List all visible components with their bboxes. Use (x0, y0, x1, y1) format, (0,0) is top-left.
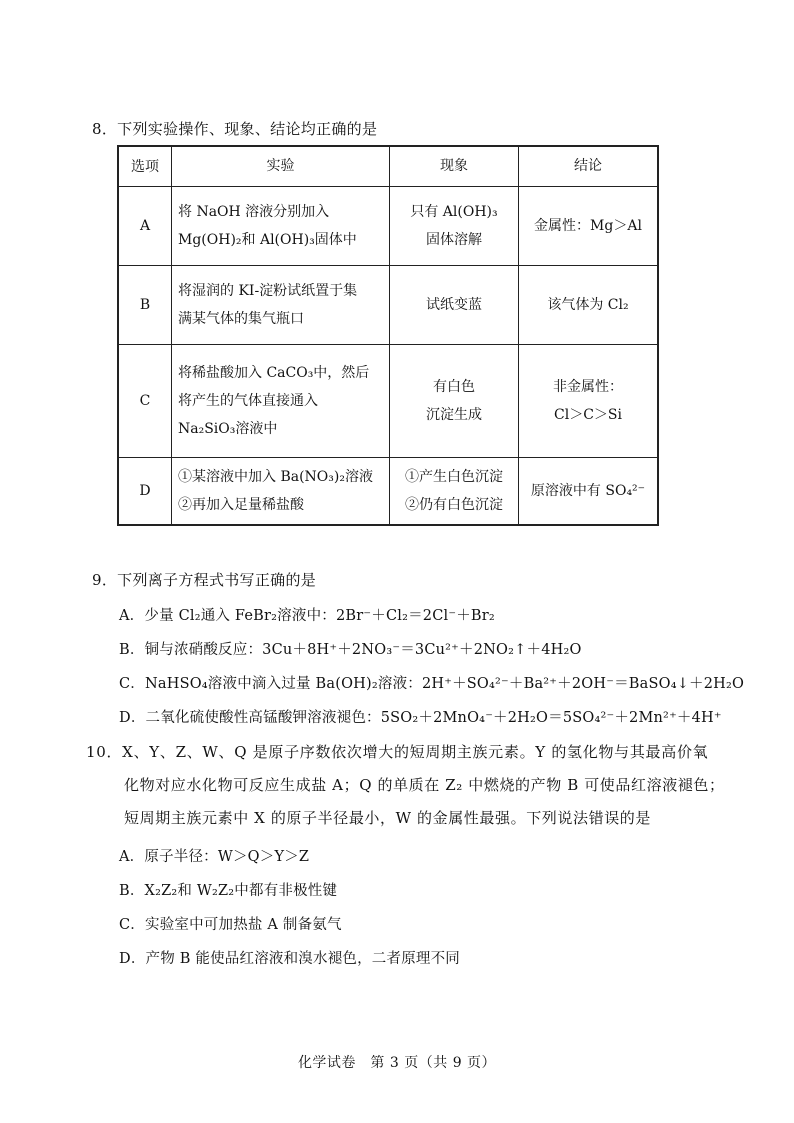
text-line: Mg(OH)₂和 Al(OH)₃固体中 (178, 231, 357, 248)
text-line: 固体溶解 (426, 231, 482, 248)
row-option: D (118, 457, 172, 525)
text-line: ①某溶液中加入 Ba(NO₃)₂溶液 (178, 468, 373, 485)
q9-option-b: B．铜与浓硝酸反应：3Cu＋8H⁺＋2NO₃⁻＝3Cu²⁺＋2NO₂↑＋4H₂O (119, 642, 582, 658)
row-conclusion (519, 344, 659, 457)
q9-option-a: A．少量 Cl₂通入 FeBr₂溶液中：2Br⁻＋Cl₂＝2Cl⁻＋Br₂ (119, 608, 495, 624)
text-line: 金属性：Mg＞Al (534, 217, 642, 234)
row-option: C (118, 344, 172, 457)
text-line: ②仍有白色沉淀 (405, 496, 503, 513)
text-line: 有白色 (433, 378, 475, 395)
row-conclusion (519, 186, 659, 265)
row-option: B (118, 265, 172, 344)
text-line: 只有 Al(OH)₃ (410, 203, 498, 220)
text-line: ①产生白色沉淀 (405, 468, 503, 485)
row-experiment (172, 186, 390, 265)
text-line: 将 NaOH 溶液分别加入 (178, 203, 330, 220)
row-conclusion (519, 265, 659, 344)
row-experiment (172, 265, 390, 344)
table-header-row (118, 146, 658, 186)
row-experiment (172, 344, 390, 457)
text-line: 将稀盐酸加入 CaCO₃中，然后 (178, 364, 370, 381)
row-phenomenon (390, 265, 519, 344)
q10-option-a: A．原子半径：W＞Q＞Y＞Z (119, 849, 310, 865)
q10-stem-line-2: 化物对应水化物可反应生成盐 A；Q 的单质在 Z₂ 中燃烧的产物 B 可使品红溶液褪色； (124, 776, 725, 794)
row-conclusion (519, 457, 659, 525)
text-line: 试纸变蓝 (426, 296, 482, 313)
q10-option-c: C．实验室中可加热盐 A 制备氨气 (119, 917, 342, 933)
text-line: Na₂SiO₃溶液中 (178, 420, 278, 437)
text-line: Cl＞C＞Si (554, 406, 622, 423)
page-footer: 化学试卷 第 3 页（共 9 页） (297, 1055, 497, 1071)
q8-title: 8．下列实验操作、现象、结论均正确的是 (92, 120, 378, 138)
row-phenomenon (390, 344, 519, 457)
text-line: 非金属性： (553, 378, 623, 395)
row-option: A (118, 186, 172, 265)
q10-stem-line-1: 10．X、Y、Z、W、Q 是原子序数依次增大的短周期主族元素。Y 的氢化物与其最高价氧 (86, 743, 709, 761)
text-line: 满某气体的集气瓶口 (178, 310, 304, 327)
table-row (118, 186, 658, 265)
text-line: 该气体为 Cl₂ (547, 296, 629, 313)
experiment-table (117, 145, 659, 526)
q9-option-d: D．二氧化硫使酸性高锰酸钾溶液褪色：5SO₂＋2MnO₄⁻＋2H₂O＝5SO₄²⁻＋2Mn²⁺＋4H⁺ (119, 710, 722, 726)
table-row (118, 457, 658, 525)
header-experiment: 实验 (172, 146, 390, 186)
row-phenomenon (390, 186, 519, 265)
q10-option-d: D．产物 B 能使品红溶液和溴水褪色，二者原理不同 (119, 951, 460, 967)
row-experiment (172, 457, 390, 525)
row-phenomenon (390, 457, 519, 525)
table-row (118, 344, 658, 457)
text-line: 原溶液中有 SO₄²⁻ (530, 482, 646, 499)
header-option: 选项 (118, 146, 172, 186)
text-line: ②再加入足量稀盐酸 (178, 496, 304, 513)
q9-title: 9．下列离子方程式书写正确的是 (92, 571, 317, 589)
q10-stem-line-3: 短周期主族元素中 X 的原子半径最小，W 的金属性最强。下列说法错误的是 (124, 809, 652, 827)
text-line: 将湿润的 KI-淀粉试纸置于集 (178, 282, 358, 299)
table-row (118, 265, 658, 344)
header-conclusion: 结论 (519, 146, 659, 186)
text-line: 将产生的气体直接通入 (178, 392, 318, 409)
q10-option-b: B．X₂Z₂和 W₂Z₂中都有非极性键 (119, 883, 338, 899)
header-phenomenon: 现象 (390, 146, 519, 186)
text-line: 沉淀生成 (426, 406, 482, 423)
q9-option-c: C．NaHSO₄溶液中滴入过量 Ba(OH)₂溶液：2H⁺＋SO₄²⁻＋Ba²⁺＋2OH⁻＝BaSO₄↓＋2H₂O (119, 676, 745, 692)
